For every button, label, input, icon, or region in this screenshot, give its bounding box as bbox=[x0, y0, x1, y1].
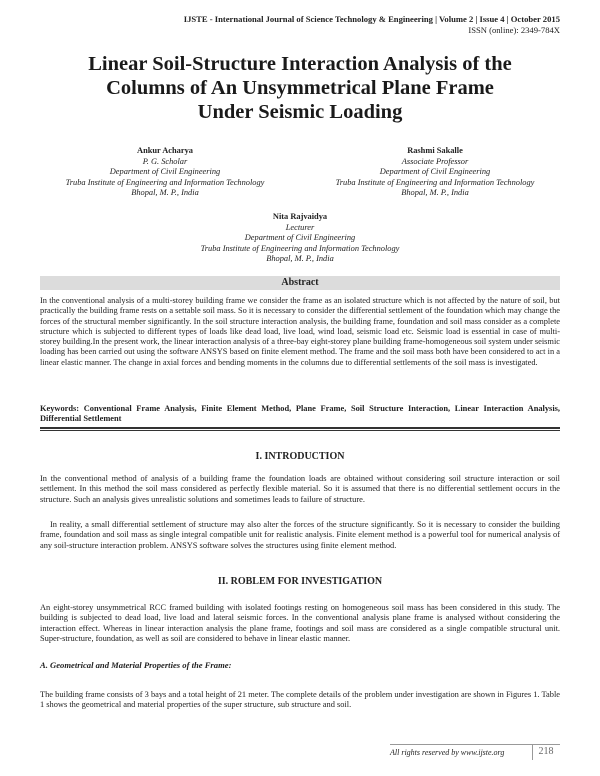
author-place: Bhopal, M. P., India bbox=[401, 188, 469, 198]
author-dept: Department of Civil Engineering bbox=[244, 233, 356, 243]
title-line2: Columns of An Unsymmetrical Plane Frame bbox=[106, 77, 494, 99]
journal-header-line2: ISSN (online): 2349-784X bbox=[468, 25, 560, 35]
author-inst: Truba Institute of Engineering and Information Technology bbox=[200, 243, 400, 253]
intro-paragraph-1: In the conventional method of analysis of a building frame the foundation loads are obtained without considering soil structure interaction or soil settlement. In this method the soil mass considered as perfectly flexible material. So it is assumed that there is no differential settlement occurs in the structure. Such an analysis gives unrealistic solutions and sometimes leads to failure of structure. bbox=[40, 474, 560, 504]
journal-header bbox=[184, 14, 560, 36]
divider bbox=[40, 427, 560, 429]
footer-rights: All rights reserved by www.ijste.org bbox=[390, 748, 505, 757]
author-name: Rashmi Sakalle bbox=[407, 146, 463, 155]
title-line1: Linear Soil-Structure Interaction Analysis of the bbox=[88, 53, 512, 75]
page-number: 218 bbox=[532, 744, 559, 760]
title-line3: Under Seismic Loading bbox=[197, 101, 403, 123]
author-block-2 bbox=[300, 146, 570, 199]
abstract-heading: Abstract bbox=[40, 276, 560, 290]
author-name: Ankur Acharya bbox=[137, 146, 193, 155]
paper-title bbox=[30, 52, 570, 124]
keywords: Keywords: Conventional Frame Analysis, Finite Element Method, Plane Frame, Soil Structure Interaction, Linear Interaction Analysis, Differential Settlement bbox=[40, 404, 560, 424]
problem-paragraph: An eight-storey unsymmetrical RCC framed building with isolated footings resting on homogeneous soil mass has been considered in this study. The building is subjected to dead load, live load and lateral seismic forces. In the conventional analysis plane frame is analysed without considering the interaction effect. Whereas in linear interaction analysis the plane frame, footings and soil mass are considered as a single compatible structural unit. Super-structure, foundation, as well as soil are considered to behave in linear elastic manner. bbox=[40, 603, 560, 643]
abstract-text: In the conventional analysis of a multi-storey building frame we consider the frame as an isolated structure which is not affected by the nature of soil, but practically the building frame rests on a settable soil mass. So it is necessary to consider the differential settlement of the foundation which may change the forces of the structural member significantly. In the soil structure interaction analysis, the building frame, foundation and soil mass consider as a complete structure which is subjected to different types of loads like dead load, live load, wind load, seismic load etc. Seismic load is essential in case of multi-storey building.In the present work, the linear interaction analysis of a three-bay eight-storey plane building frame-homogeneous soil system under seismic loading has been carried out using the software ANSYS based on finite element method. The frame and the soil mass both have been considered to act in a linear elastic manner. The change in axial forces and bending moments in the columns due to differential settlements of the soil mass is investigated. bbox=[40, 296, 560, 367]
subsection-heading: A. Geometrical and Material Properties of the Frame: bbox=[40, 660, 232, 670]
divider-thin bbox=[40, 430, 560, 431]
author-dept: Department of Civil Engineering bbox=[109, 167, 221, 177]
author-role: Lecturer bbox=[285, 222, 315, 232]
author-name: Nita Rajvaidya bbox=[272, 212, 328, 221]
author-inst: Truba Institute of Engineering and Information Technology bbox=[335, 177, 535, 187]
author-place: Bhopal, M. P., India bbox=[131, 188, 199, 198]
author-inst: Truba Institute of Engineering and Information Technology bbox=[65, 177, 265, 187]
journal-header-line1: IJSTE - International Journal of Science Technology & Engineering | Volume 2 | Issue 4 | October 2015 bbox=[183, 14, 560, 24]
section-heading-introduction: I. INTRODUCTION bbox=[255, 451, 345, 462]
author-dept: Department of Civil Engineering bbox=[379, 167, 491, 177]
author-role: P. G. Scholar bbox=[142, 156, 188, 166]
geometry-paragraph: The building frame consists of 3 bays and a total height of 21 meter. The complete details of the problem under investigation are shown in Figures 1. Table 1 shows the geometrical and material properties of the super structure, sub structure and soil. bbox=[40, 690, 560, 710]
author-block-3 bbox=[160, 212, 440, 265]
section-heading-problem: II. ROBLEM FOR INVESTIGATION bbox=[217, 576, 383, 587]
intro-paragraph-2: In reality, a small differential settlement of structure may also alter the forces of the structure significantly. So it is necessary to consider the building frame, foundation and soil mass as single integral compatible unit for realistic analysis. Finite element method is a powerful tool for numerical analysis of any soil-structure interaction problem. ANSYS software solves the structures using finite element method. bbox=[40, 520, 560, 550]
author-block-1 bbox=[40, 146, 290, 199]
author-role: Associate Professor bbox=[401, 156, 469, 166]
author-place: Bhopal, M. P., India bbox=[266, 254, 334, 264]
